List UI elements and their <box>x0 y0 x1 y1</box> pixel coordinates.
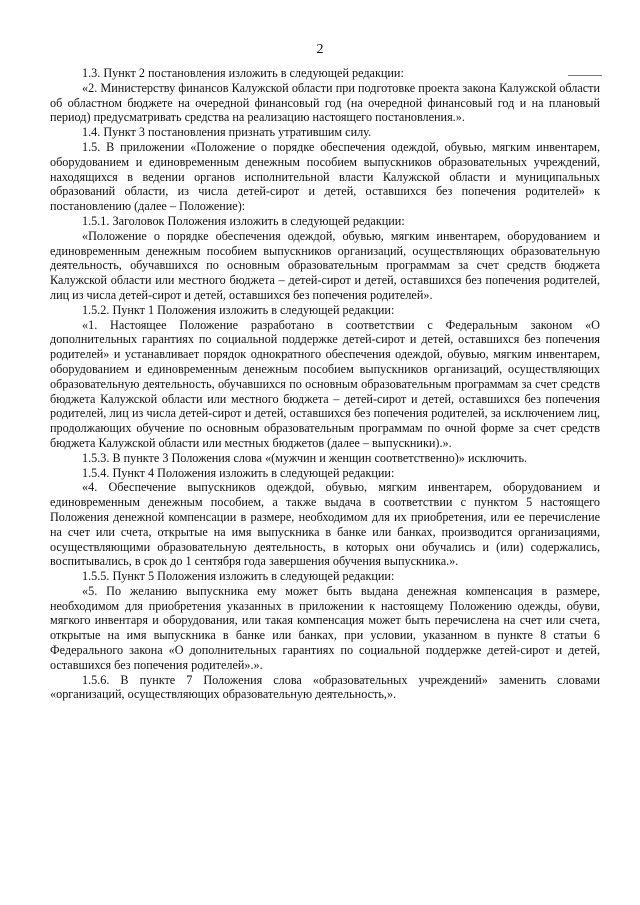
paragraph-1-3: 1.3. Пункт 2 постановления изложить в следующей редакции: <box>82 66 404 80</box>
paragraph-quote-4: «4. Обеспечение выпускников одеждой, обувью, мягким инвентарем, оборудованием и единовременным денежным пособием, а также выдача в соответствии с пунктом 5 настоящего Положения денежной компенсации в размере, необходимом для их приобретения, или ее перечисление на счет или счета, открытые на имя выпускника в банке или банках, производится организациями, осуществляющими образовательную деятельность, в которых они обучались и (или) содержались, воспитывались, в срок до 1 сентября года завершения обучения выпускника.». <box>50 480 600 569</box>
document-body <box>50 66 600 702</box>
paragraph-1-5-4: 1.5.4. Пункт 4 Положения изложить в следующей редакции: <box>82 465 395 480</box>
paragraph-quote-2: «2. Министерству финансов Калужской области при подготовке проекта закона Калужской области об областном бюджете на очередной финансовый год (на очередной финансовый год и на плановый период) предусматривать средства на реализацию настоящего постановления.». <box>50 80 600 125</box>
paragraph-quote-5: «5. По желанию выпускника ему может быть выдана денежная компенсация в размере, необходимом для приобретения указанных в приложении к настоящему Положению одежды, обуви, мягкого инвентаря и оборудования, или такая компенсация может быть перечислена на счет или счета, открытые на имя выпускника в банке или банках, при условии, указанном в пункте 8 статьи 6 Федерального закона «О дополнительных гарантиях по социальной поддержке детей-сирот и детей, оставшихся без попечения родителей».». <box>50 583 600 672</box>
paragraph-1-5-3: 1.5.3. В пункте 3 Положения слова «(мужчин и женщин соответственно)» исключить. <box>82 450 528 465</box>
paragraph-1-5: 1.5. В приложении «Положение о порядке обеспечения одеждой, обувью, мягким инвентарем, оборудованием и единовременным денежным пособием выпускников образовательных учреждений, находящихся в ведении органов исполнительной власти Калужской области и муниципальных образований области, из числа детей-сирот и детей, оставшихся без попечения родителей» к постановлению (далее – Положение): <box>50 139 600 214</box>
page-number: 2 <box>316 42 324 57</box>
paragraph-1-5-1: 1.5.1. Заголовок Положения изложить в следующей редакции: <box>82 213 405 228</box>
paragraph-1-5-6: 1.5.6. В пункте 7 Положения слова «образовательных учреждений» заменить словами «организаций, осуществляющих образовательную деятельность,». <box>50 672 600 702</box>
paragraph-1-4: 1.4. Пункт 3 постановления признать утратившим силу. <box>82 125 372 140</box>
paragraph-quote-1: «1. Настоящее Положение разработано в соответствии с Федеральным законом «О дополнительных гарантиях по социальной поддержке детей-сирот и детей, оставшихся без попечения родителей» и устанавливает порядок однократного обеспечения одеждой, обувью, мягким инвентарем, оборудованием и единовременным денежным пособием выпускников организаций, осуществляющих образовательную деятельность, обучавшихся по основным образовательным программам за счет средств бюджета Калужской области или местного бюджета – детей-сирот и детей, оставшихся без попечения родителей, лиц из числа детей-сирот и детей, оставшихся без попечения родителей, за исключением лиц, продолжающих обучение по основным образовательным программам по очной форме за счет средств бюджета Калужской области или местных бюджетов (далее – выпускники).». <box>50 317 600 450</box>
paragraph-title-quote: «Положение о порядке обеспечения одеждой, обувью, мягким инвентарем, оборудованием и единовременным денежным пособием выпускников организаций, осуществляющих образовательную деятельность, обучавшихся по основным образовательным программам за счет средств бюджета Калужской области или местного бюджета – детей-сирот и детей, оставшихся без попечения родителей, лиц из числа детей-сирот и детей, оставшихся без попечения родителей». <box>50 228 600 302</box>
paragraph-1-5-2: 1.5.2. Пункт 1 Положения изложить в следующей редакции: <box>82 302 395 317</box>
paragraph-1-5-5: 1.5.5. Пункт 5 Положения изложить в следующей редакции: <box>82 569 395 584</box>
